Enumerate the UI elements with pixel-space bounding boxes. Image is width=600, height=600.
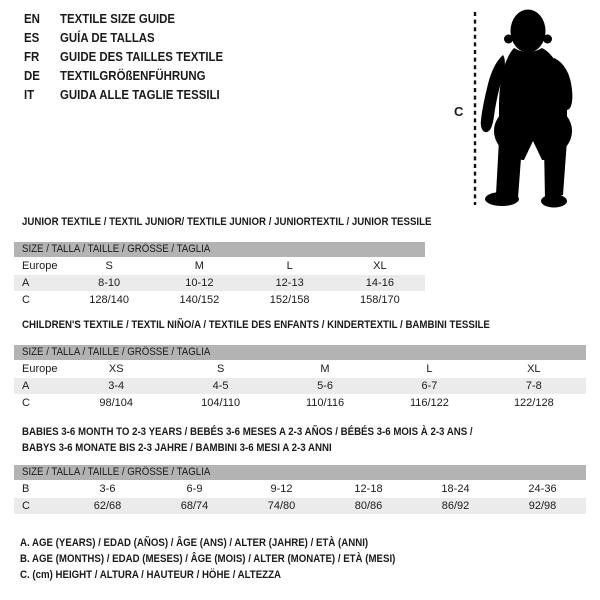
- age-cell: 9-12: [270, 483, 293, 495]
- row-label: A: [22, 277, 30, 289]
- size-cell: S: [216, 363, 225, 375]
- age-cell: 3-6: [99, 483, 116, 495]
- height-cell: 68/74: [180, 500, 209, 512]
- height-cell: 116/122: [409, 397, 449, 409]
- size-cell: M: [194, 260, 204, 272]
- height-cell: 80/86: [354, 500, 383, 512]
- row-label: C: [22, 500, 30, 512]
- age-cell: 12-13: [275, 277, 304, 289]
- language-code: EN: [24, 11, 40, 26]
- age-cell: 6-9: [186, 483, 203, 495]
- size-cell: L: [286, 260, 293, 272]
- size-cell: M: [320, 363, 330, 375]
- height-cell: 86/92: [441, 500, 470, 512]
- language-title: GUIDE DES TAILLES TEXTILE: [60, 49, 224, 64]
- babies-size-table: [14, 465, 586, 514]
- footnote-a: [20, 536, 447, 551]
- language-title: TEXTILGRÖßENFÜHRUNG: [60, 68, 206, 83]
- height-cell: 158/170: [359, 294, 400, 306]
- table-row: [14, 395, 586, 411]
- height-cell: 98/104: [99, 397, 134, 409]
- age-cell: 7-8: [525, 380, 542, 392]
- size-header-bar: [14, 242, 425, 257]
- babies-title-line1: BABIES 3-6 MONTH TO 2-3 YEARS / BEBÉS 3-6 MESES A 2-3 AÑOS / BÉBÉS 3-6 MOIS À 2-3 ANS /: [22, 426, 473, 438]
- size-header-text: SIZE / TALLA / TAILLE / GRÖSSE / TAGLIA: [22, 243, 211, 255]
- size-cell: XL: [373, 260, 387, 272]
- footnote-c-text: C. (cm) HEIGHT / ALTURA / HAUTEUR / HÖHE / ALTEZZA: [20, 569, 282, 581]
- language-row: [24, 28, 245, 47]
- row-label: Europe: [22, 363, 58, 375]
- table-row: [14, 498, 586, 514]
- footnote-legend: [20, 536, 447, 584]
- footnote-b: [20, 552, 447, 567]
- size-cell: XS: [108, 363, 124, 375]
- footnote-a-text: A. AGE (YEARS) / EDAD (AÑOS) / ÂGE (ANS) / ALTER (JAHRE) / ETÀ (ANNI): [20, 537, 369, 549]
- language-code: ES: [24, 30, 40, 45]
- age-cell: 8-10: [98, 277, 121, 289]
- language-row: [24, 85, 245, 104]
- row-label: Europe: [22, 260, 58, 272]
- height-cell: 122/128: [513, 397, 554, 409]
- age-cell: 4-5: [212, 380, 229, 392]
- junior-section-title: [22, 216, 487, 229]
- table-row: [14, 361, 586, 377]
- row-label: C: [22, 294, 30, 306]
- table-row: [14, 378, 586, 394]
- age-cell: 12-18: [354, 483, 383, 495]
- language-code: IT: [24, 87, 35, 102]
- height-cell: 110/116: [305, 397, 345, 409]
- height-cell: 62/68: [93, 500, 122, 512]
- language-code: DE: [24, 68, 40, 83]
- language-code: FR: [24, 49, 40, 64]
- age-cell: 10-12: [185, 277, 214, 289]
- language-title: TEXTILE SIZE GUIDE: [60, 11, 176, 26]
- junior-section-title-text: JUNIOR TEXTILE / TEXTIL JUNIOR/ TEXTILE JUNIOR / JUNIORTEXTIL / JUNIOR TESSILE: [22, 216, 432, 228]
- size-cell: S: [105, 260, 113, 272]
- language-title: GUÍA DE TALLAS: [60, 30, 155, 45]
- size-header-text: SIZE / TALLA / TAILLE / GRÖSSE / TAGLIA: [22, 346, 211, 358]
- size-header-bar: [14, 465, 586, 480]
- size-cell: XL: [527, 363, 541, 375]
- children-section-title-text: CHILDREN'S TEXTILE / TEXTIL NIÑO/A / TEXTILE DES ENFANTS / KINDERTEXTIL / BAMBINI TESSILE: [22, 319, 490, 331]
- size-header-text: SIZE / TALLA / TAILLE / GRÖSSE / TAGLIA: [22, 466, 211, 478]
- table-row: [14, 275, 425, 291]
- row-label: C: [22, 397, 30, 409]
- age-cell: 5-6: [317, 380, 333, 392]
- height-cell: 152/158: [269, 294, 310, 306]
- age-cell: 6-7: [421, 380, 438, 392]
- table-row: [14, 292, 425, 308]
- children-section-title: [22, 319, 554, 332]
- language-row: [24, 47, 245, 66]
- table-row: [14, 258, 425, 274]
- language-row: [24, 9, 245, 28]
- size-cell: L: [426, 363, 433, 375]
- age-cell: 18-24: [441, 483, 470, 495]
- babies-section-title: [22, 424, 534, 456]
- age-cell: 14-16: [365, 277, 394, 289]
- height-cell: 74/80: [267, 500, 296, 512]
- height-cell: 104/110: [201, 397, 241, 409]
- footnote-c: [20, 568, 447, 583]
- language-title-list: [24, 9, 245, 104]
- babies-title-line2: BABYS 3-6 MONATE BIS 2-3 JAHRE / BAMBINI 3-6 MESI A 2-3 ANNI: [22, 442, 332, 454]
- height-cell: 140/152: [179, 294, 220, 306]
- row-label: B: [22, 483, 30, 495]
- toddler-silhouette: [481, 10, 573, 208]
- age-cell: 3-4: [108, 380, 125, 392]
- height-measure-label: C: [454, 104, 464, 119]
- row-label: A: [22, 380, 30, 392]
- language-row: [24, 66, 245, 85]
- junior-size-table: [14, 242, 425, 308]
- table-row: [14, 481, 586, 497]
- size-header-bar: [14, 345, 586, 360]
- age-cell: 24-36: [528, 483, 557, 495]
- language-title: GUIDA ALLE TAGLIE TESSILI: [60, 87, 220, 102]
- height-cell: 92/98: [528, 500, 557, 512]
- children-size-table: [14, 345, 586, 411]
- height-cell: 128/140: [89, 294, 129, 306]
- toddler-silhouette-icon: [450, 4, 600, 210]
- footnote-b-text: B. AGE (MONTHS) / EDAD (MESES) / ÂGE (MOIS) / ALTER (MONATE) / ETÀ (MESI): [20, 553, 396, 565]
